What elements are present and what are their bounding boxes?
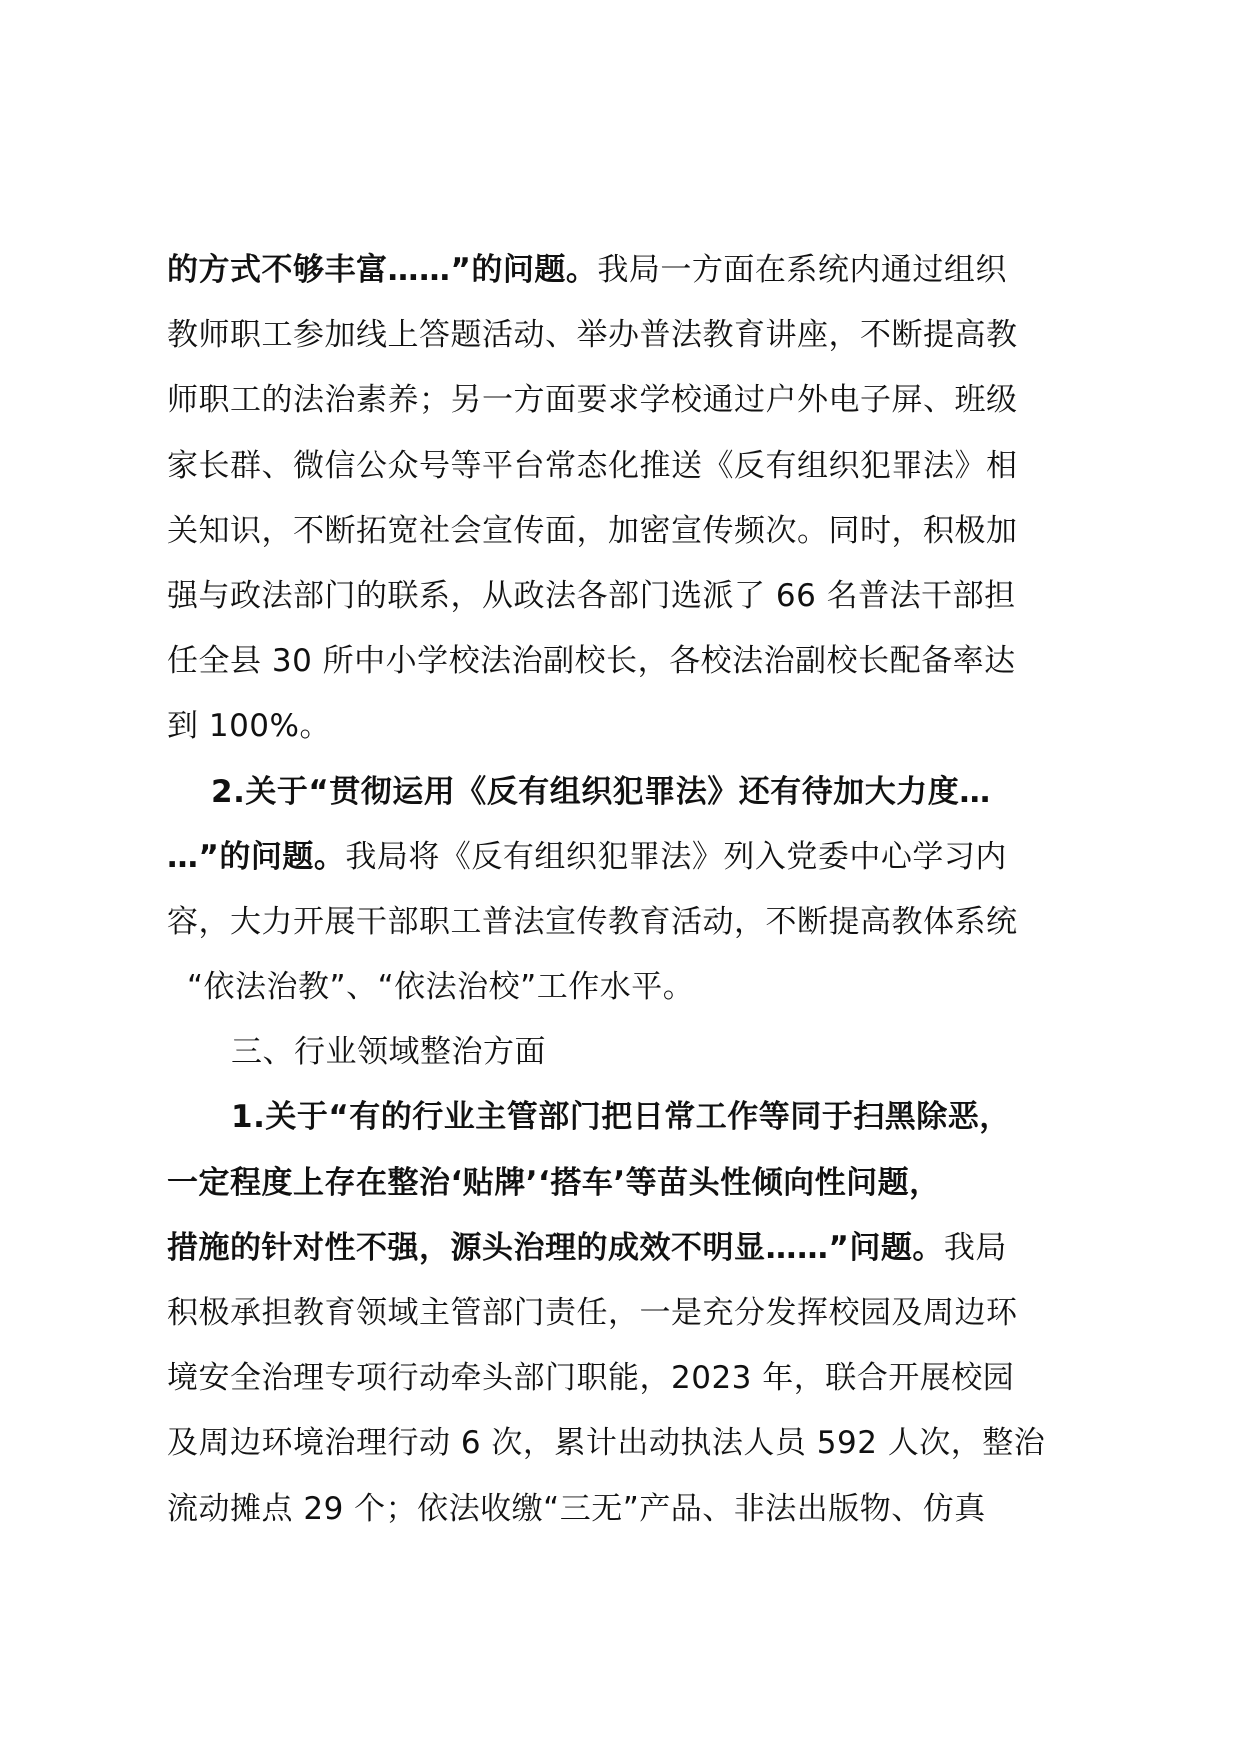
normal-text: 到 100%。 (167, 708, 331, 745)
bold-text: 2.关于“贯彻运用《反有组织犯罪法》还有待加大力度… (211, 773, 991, 810)
bold-text: 的方式不够丰富……”的问题。 (167, 252, 598, 288)
normal-text: 三、行业领域整治方面 (231, 1034, 546, 1071)
text-line (167, 1346, 1087, 1411)
section-heading-2 (167, 760, 1087, 825)
text-line (167, 434, 1087, 499)
text-line (167, 955, 1087, 1020)
normal-text: 我局 (943, 1229, 1007, 1266)
text-line (167, 694, 1087, 759)
text-line (167, 1411, 1087, 1476)
normal-text: 积极承担教育领域主管部门责任，一是充分发挥校园及周边环 (167, 1295, 1018, 1331)
normal-text: 流动摊点 29 个；依法收缴“三无”产品、非法出版物、仿真 (167, 1490, 986, 1527)
normal-text: 教师职工参加线上答题活动、举办普法教育讲座，不断提高教 (167, 317, 1018, 354)
normal-text: 我局将《反有组织犯罪法》列入党委中心学习内 (345, 838, 1007, 875)
text-line (167, 368, 1087, 433)
normal-text: 我局一方面在系统内通过组织 (597, 252, 1007, 288)
text-line (167, 1281, 1087, 1346)
text-line (167, 303, 1087, 368)
section-heading-1 (167, 1085, 1087, 1150)
text-line (167, 1477, 1087, 1542)
chapter-heading (167, 1020, 1087, 1085)
normal-text: 师职工的法治素养；另一方面要求学校通过户外电子屏、班级 (167, 382, 1018, 419)
bold-text: 措施的针对性不强，源头治理的成效不明显……”问题。 (167, 1229, 944, 1266)
normal-text: 及周边环境治理行动 6 次，累计出动执法人员 592 人次，整治 (167, 1425, 1046, 1462)
text-line (167, 564, 1087, 629)
normal-text: “依法治教”、“依法治校”工作水平。 (187, 969, 695, 1006)
bold-text: 1.关于“有的行业主管部门把日常工作等同于扫黑除恶， (231, 1099, 1011, 1136)
text-line (167, 238, 1087, 303)
bold-text: 一定程度上存在整治‘贴牌’‘搭车’等苗头性倾向性问题， (167, 1164, 941, 1201)
text-line (167, 1216, 1087, 1281)
normal-text: 家长群、微信公众号等平台常态化推送《反有组织犯罪法》相 (167, 447, 1018, 484)
bold-text: …”的问题。 (167, 838, 346, 875)
normal-text: 关知识，不断拓宽社会宣传面，加密宣传频次。同时，积极加 (167, 512, 1018, 549)
document-body (167, 238, 1087, 1542)
normal-text: 任全县 30 所中小学校法治副校长，各校法治副校长配备率达 (167, 643, 1016, 680)
text-line (167, 499, 1087, 564)
text-line (167, 1151, 1087, 1216)
normal-text: 容，大力开展干部职工普法宣传教育活动，不断提高教体系统 (167, 903, 1018, 940)
text-line (167, 825, 1087, 890)
text-line (167, 890, 1087, 955)
normal-text: 境安全治理专项行动牵头部门职能，2023 年，联合开展校园 (167, 1360, 1015, 1397)
text-line (167, 629, 1087, 694)
normal-text: 强与政法部门的联系，从政法各部门选派了 66 名普法干部担 (167, 577, 1016, 614)
